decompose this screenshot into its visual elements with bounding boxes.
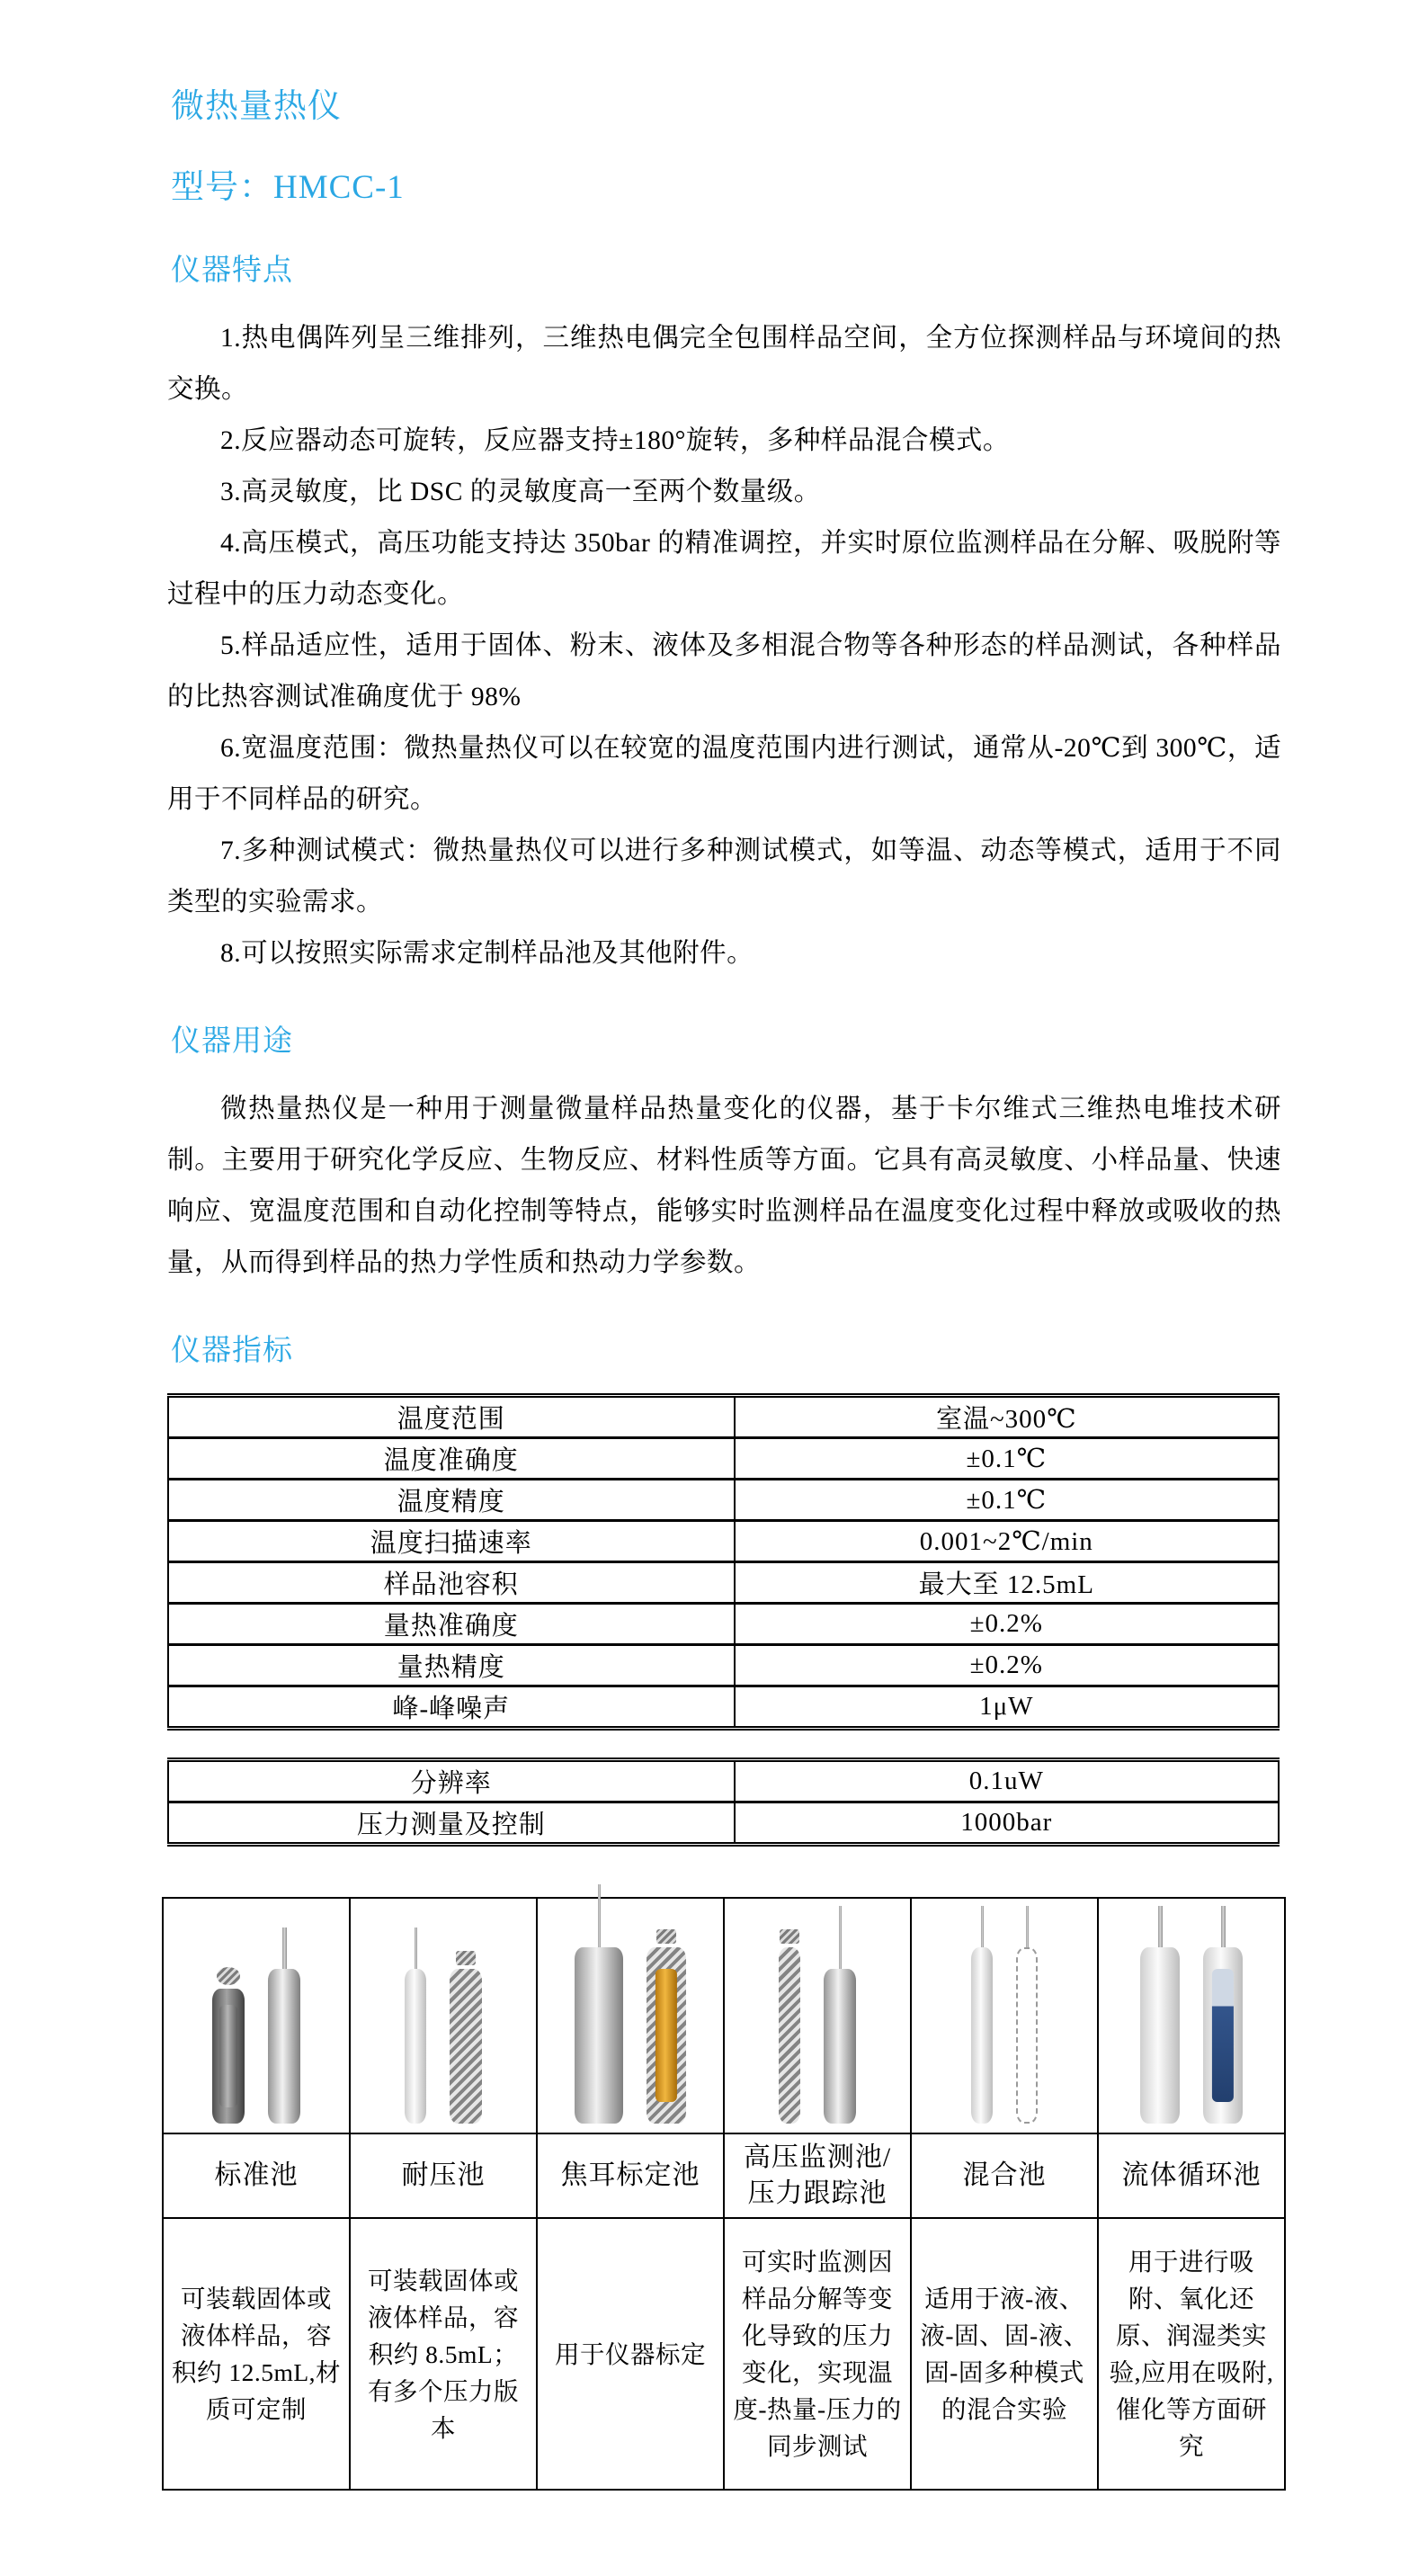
spec-label-cell: 量热准确度 xyxy=(168,1604,735,1645)
spec-label-cell: 量热精度 xyxy=(168,1645,735,1686)
cylinder-graphic xyxy=(543,1908,718,2124)
sample-cells-table xyxy=(162,1897,1286,2491)
spec-label-cell: 峰-峰噪声 xyxy=(168,1686,735,1729)
joule-calibration-cell-image xyxy=(537,1898,724,2133)
cylinder-body xyxy=(268,1969,300,2124)
table-gap xyxy=(167,1731,1281,1758)
cylinder-right xyxy=(268,1928,300,2124)
cell-description: 可装载固体或液体样品，容积约 12.5mL,材质可定制 xyxy=(163,2218,350,2490)
spec-label-cell: 样品池容积 xyxy=(168,1562,735,1604)
cell-label: 流体循环池 xyxy=(1098,2133,1285,2218)
spec-label-cell: 分辨率 xyxy=(168,1760,735,1802)
spec-table-1 xyxy=(167,1393,1280,1731)
cell-label: 混合池 xyxy=(911,2133,1098,2218)
cylinder-right xyxy=(1016,1906,1038,2124)
table-row xyxy=(168,1396,1279,1438)
sample-cells-image-row xyxy=(163,1898,1285,2133)
cylinder-graphic xyxy=(356,1908,531,2124)
feature-item-8: 8.可以按照实际需求定制样品池及其他附件。 xyxy=(220,939,754,968)
fluid-circulation-cell-image xyxy=(1098,1898,1285,2133)
feature-item-7: 7.多种测试模式：微热量热仪可以进行多种测试模式，如等温、动态等模式，适用于不同类型的实验需求。 xyxy=(167,836,1281,917)
spec-label-cell: 压力测量及控制 xyxy=(168,1802,735,1845)
cylinder-body xyxy=(1016,1947,1038,2124)
spec-label-cell: 温度精度 xyxy=(168,1480,735,1521)
spec-value-cell: 1000bar xyxy=(735,1802,1279,1845)
cell-label: 耐压池 xyxy=(350,2133,537,2218)
features-heading: 仪器特点 xyxy=(171,255,293,287)
spec-value-cell: ±0.2% xyxy=(735,1645,1279,1686)
table-row xyxy=(168,1686,1279,1729)
spec-value-cell: 最大至 12.5mL xyxy=(735,1562,1279,1604)
table-row xyxy=(168,1480,1279,1521)
feature-item-3: 3.高灵敏度，比 DSC 的灵敏度高一至两个数量级。 xyxy=(220,478,821,506)
stem-graphic xyxy=(282,1928,287,1969)
cylinder-body xyxy=(575,1947,623,2124)
standard-cell-image xyxy=(163,1898,350,2133)
cylinder-left xyxy=(212,1967,245,2124)
table-row xyxy=(168,1645,1279,1686)
cylinder-right xyxy=(450,1951,482,2124)
specs-heading: 仪器指标 xyxy=(171,1335,293,1367)
stem-graphic xyxy=(415,1928,417,1969)
table-row xyxy=(168,1521,1279,1562)
cell-description: 可装载固体或液体样品，容积约 8.5mL；有多个压力版本 xyxy=(350,2218,537,2490)
table-row xyxy=(168,1604,1279,1645)
cylinder-right xyxy=(647,1929,686,2124)
stem-graphic xyxy=(1221,1906,1226,1947)
cylinder-graphic xyxy=(917,1908,1092,2124)
spec-value-cell: 室温~300℃ xyxy=(735,1396,1279,1438)
feature-item-2: 2.反应器动态可旋转，反应器支持±180°旋转，多种样品混合模式。 xyxy=(220,426,1010,455)
cap-graphic xyxy=(780,1929,799,1944)
feature-item-1: 1.热电偶阵列呈三维排列，三维热电偶完全包围样品空间，全方位探测样品与环境间的热交换。 xyxy=(167,324,1281,404)
stem-graphic xyxy=(1158,1906,1163,1947)
spec-value-cell: ±0.1℃ xyxy=(735,1480,1279,1521)
table-row xyxy=(168,1562,1279,1604)
spec-table-2 xyxy=(167,1758,1280,1847)
mixing-cell-image xyxy=(911,1898,1098,2133)
model-line: 型号：HMCC-1 xyxy=(171,169,405,206)
spec-label-cell: 温度扫描速率 xyxy=(168,1521,735,1562)
cell-description: 用于仪器标定 xyxy=(537,2218,724,2490)
usage-heading: 仪器用途 xyxy=(171,1025,293,1058)
page-title: 微热量热仪 xyxy=(171,88,342,125)
spec-label-cell: 温度范围 xyxy=(168,1396,735,1438)
cap-graphic xyxy=(456,1951,476,1965)
spec-value-cell: 1μW xyxy=(735,1686,1279,1729)
cylinder-body xyxy=(647,1947,686,2124)
cylinder-left xyxy=(971,1906,993,2124)
stem-graphic xyxy=(1026,1906,1029,1947)
cylinder-right xyxy=(824,1906,856,2124)
cell-description: 用于进行吸附、氧化还原、润湿类实验,应用在吸附,催化等方面研究 xyxy=(1098,2218,1285,2490)
feature-item-6: 6.宽温度范围：微热量热仪可以在较宽的温度范围内进行测试，通常从-20℃到 300℃，适用于不同样品的研究。 xyxy=(167,734,1281,814)
cylinder-body xyxy=(779,1947,800,2124)
spec-value-cell: 0.001~2℃/min xyxy=(735,1521,1279,1562)
feature-item-5: 5.样品适应性，适用于固体、粉末、液体及多相混合物等各种形态的样品测试，各种样品的比热容测试准确度优于 98% xyxy=(167,631,1281,711)
spec-value-cell: ±0.2% xyxy=(735,1604,1279,1645)
cylinder-left xyxy=(779,1929,800,2124)
sample-cells-description-row xyxy=(163,2218,1285,2490)
spec-label-cell: 温度准确度 xyxy=(168,1438,735,1480)
table-row xyxy=(168,1438,1279,1480)
cell-label: 高压监测池/压力跟踪池 xyxy=(724,2133,911,2218)
stem-graphic xyxy=(839,1906,842,1969)
cylinder-left xyxy=(1140,1906,1180,2124)
cylinder-left xyxy=(405,1928,426,2124)
cell-label: 标准池 xyxy=(163,2133,350,2218)
cylinder-graphic xyxy=(730,1908,905,2124)
cap-graphic xyxy=(656,1929,676,1944)
feature-item-4: 4.高压模式，高压功能支持达 350bar 的精准调控，并实时原位监测样品在分解、吸脱附等过程中的压力动态变化。 xyxy=(167,529,1281,609)
cylinder-body xyxy=(1203,1947,1243,2124)
cylinder-graphic xyxy=(1104,1908,1279,2124)
cylinder-body xyxy=(212,1989,245,2124)
cylinder-right xyxy=(1203,1906,1243,2124)
cylinder-body xyxy=(450,1969,482,2124)
cylinder-body xyxy=(1140,1947,1180,2124)
cell-description: 可实时监测因样品分解等变化导致的压力变化，实现温度-热量-压力的同步测试 xyxy=(724,2218,911,2490)
cylinder-left xyxy=(575,1884,623,2124)
spec-value-cell: ±0.1℃ xyxy=(735,1438,1279,1480)
pressure-resistant-cell-image xyxy=(350,1898,537,2133)
stem-graphic xyxy=(981,1906,984,1947)
cylinder-body xyxy=(824,1969,856,2124)
sample-cells-label-row xyxy=(163,2133,1285,2218)
cylinder-body xyxy=(405,1969,426,2124)
stem-graphic xyxy=(598,1884,601,1947)
usage-text: 微热量热仪是一种用于测量微量样品热量变化的仪器，基于卡尔维式三维热电堆技术研制。主要用于研究化学反应、生物反应、材料性质等方面。它具有高灵敏度、小样品量、快速响应、宽温度范围和自动化控制等特点，能够实时监测样品在温度变化过程中释放或吸收的热量，从而得到样品的热力学性质和热动力学参数。 xyxy=(167,1095,1281,1277)
cap-graphic xyxy=(217,1967,240,1985)
high-pressure-monitoring-cell-image xyxy=(724,1898,911,2133)
table-row xyxy=(168,1802,1279,1845)
spec-value-cell: 0.1uW xyxy=(735,1760,1279,1802)
cylinder-graphic xyxy=(169,1908,343,2124)
table-row xyxy=(168,1760,1279,1802)
cylinder-body xyxy=(971,1947,993,2124)
cell-description: 适用于液-液、液-固、固-液、固-固多种模式的混合实验 xyxy=(911,2218,1098,2490)
cell-label: 焦耳标定池 xyxy=(537,2133,724,2218)
